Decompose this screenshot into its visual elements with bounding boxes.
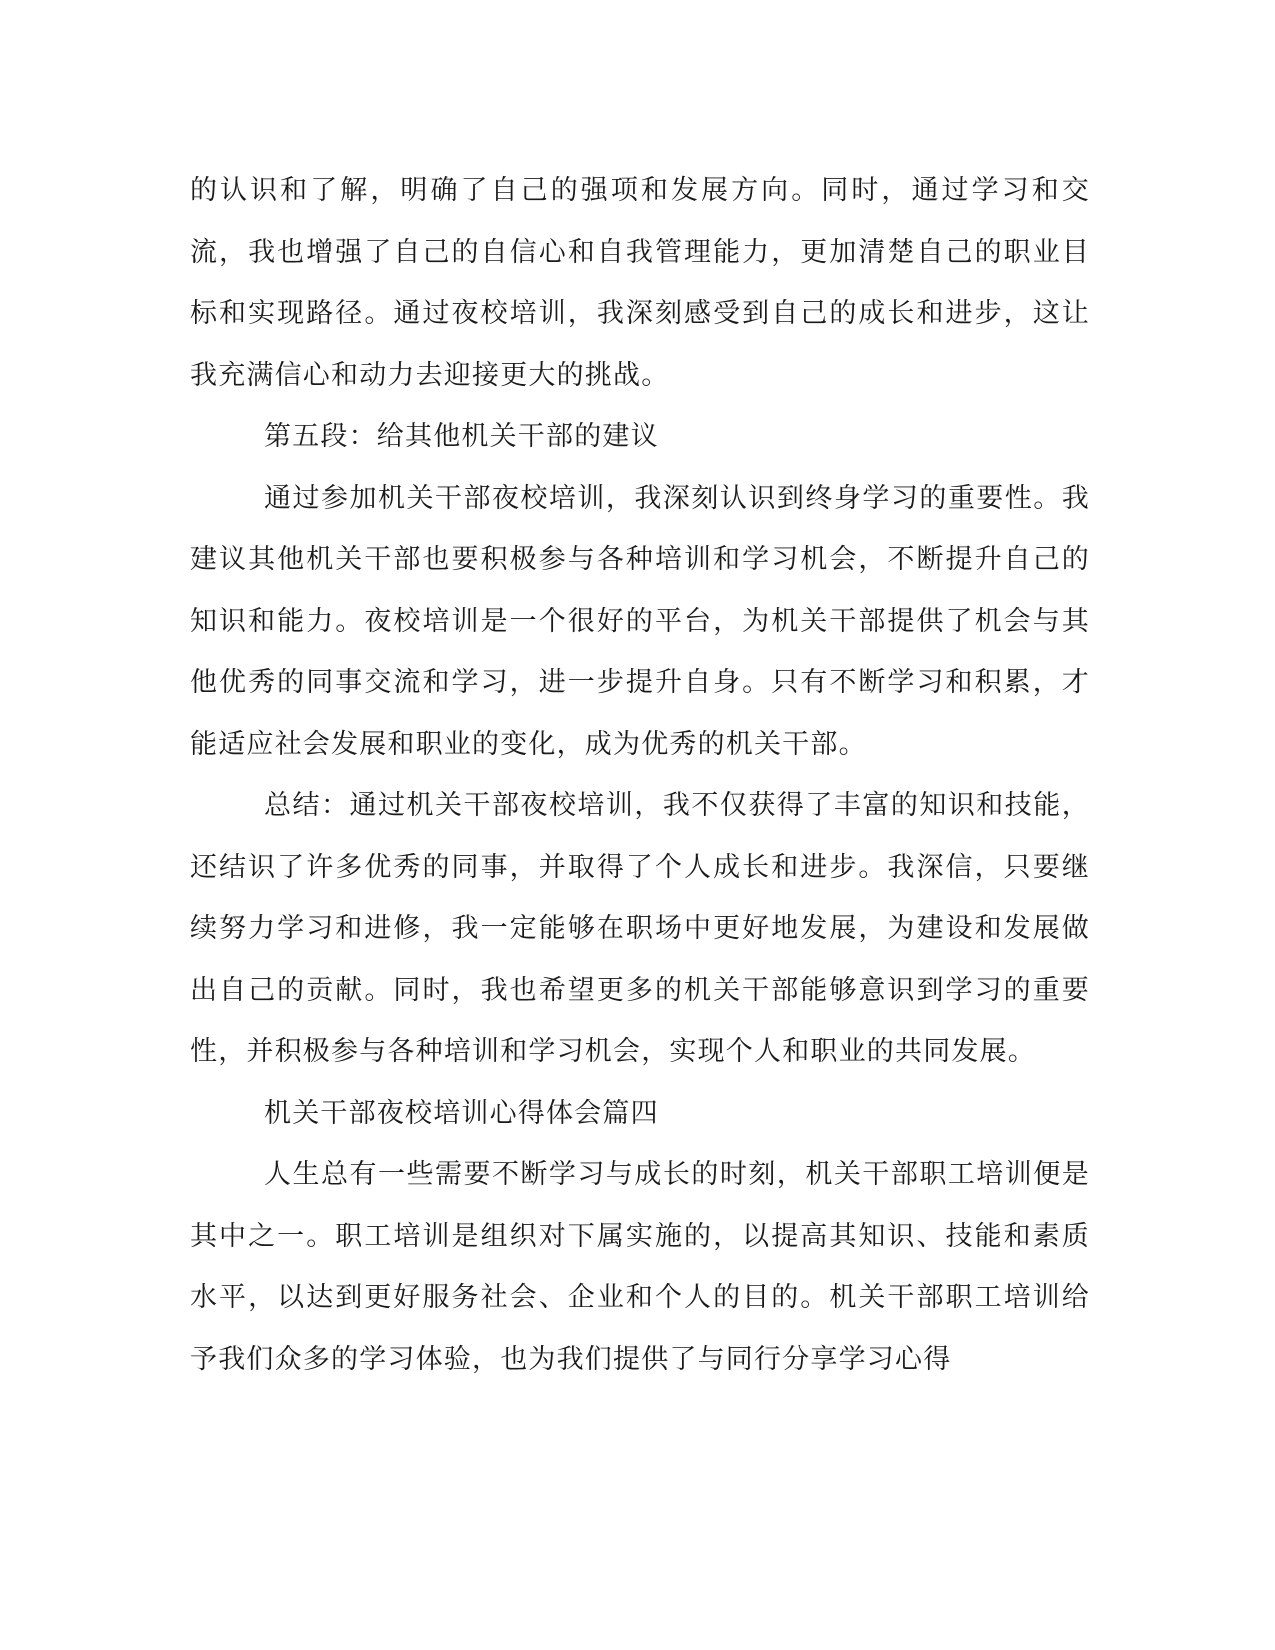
paragraph-intro-part-four: 人生总有一些需要不断学习与成长的时刻，机关干部职工培训便是其中之一。职工培训是组织对下属实施的，以提高其知识、技能和素质水平，以达到更好服务社会、企业和个人的目的。机关干部职工培训给予我们众多的学习体验，也为我们提供了与同行分享学习心得 <box>190 1159 1090 1375</box>
paragraph-continuation: 的认识和了解，明确了自己的强项和发展方向。同时，通过学习和交流，我也增强了自己的自信心和自我管理能力，更加清楚自己的职业目标和实现路径。通过夜校培训，我深刻感受到自己的成长和进步，这让我充满信心和动力去迎接更大的挑战。 <box>190 175 1090 391</box>
paragraph-summary: 总结：通过机关干部夜校培训，我不仅获得了丰富的知识和技能，还结识了许多优秀的同事，并取得了个人成长和进步。我深信，只要继续努力学习和进修，我一定能够在职场中更好地发展，为建设和发展做出自己的贡献。同时，我也希望更多的机关干部能够意识到学习的重要性，并积极参与各种培训和学习机会，实现个人和职业的共同发展。 <box>190 790 1090 1067</box>
section-heading-part-four: 机关干部夜校培训心得体会篇四 <box>264 1097 659 1129</box>
document-body <box>190 160 1090 1390</box>
paragraph-suggestions: 通过参加机关干部夜校培训，我深刻认识到终身学习的重要性。我建议其他机关干部也要积极参与各种培训和学习机会，不断提升自己的知识和能力。夜校培训是一个很好的平台，为机关干部提供了机会与其他优秀的同事交流和学习，进一步提升自身。只有不断学习和积累，才能适应社会发展和职业的变化，成为优秀的机关干部。 <box>190 482 1090 760</box>
section-heading-part-five: 第五段：给其他机关干部的建议 <box>264 421 659 452</box>
